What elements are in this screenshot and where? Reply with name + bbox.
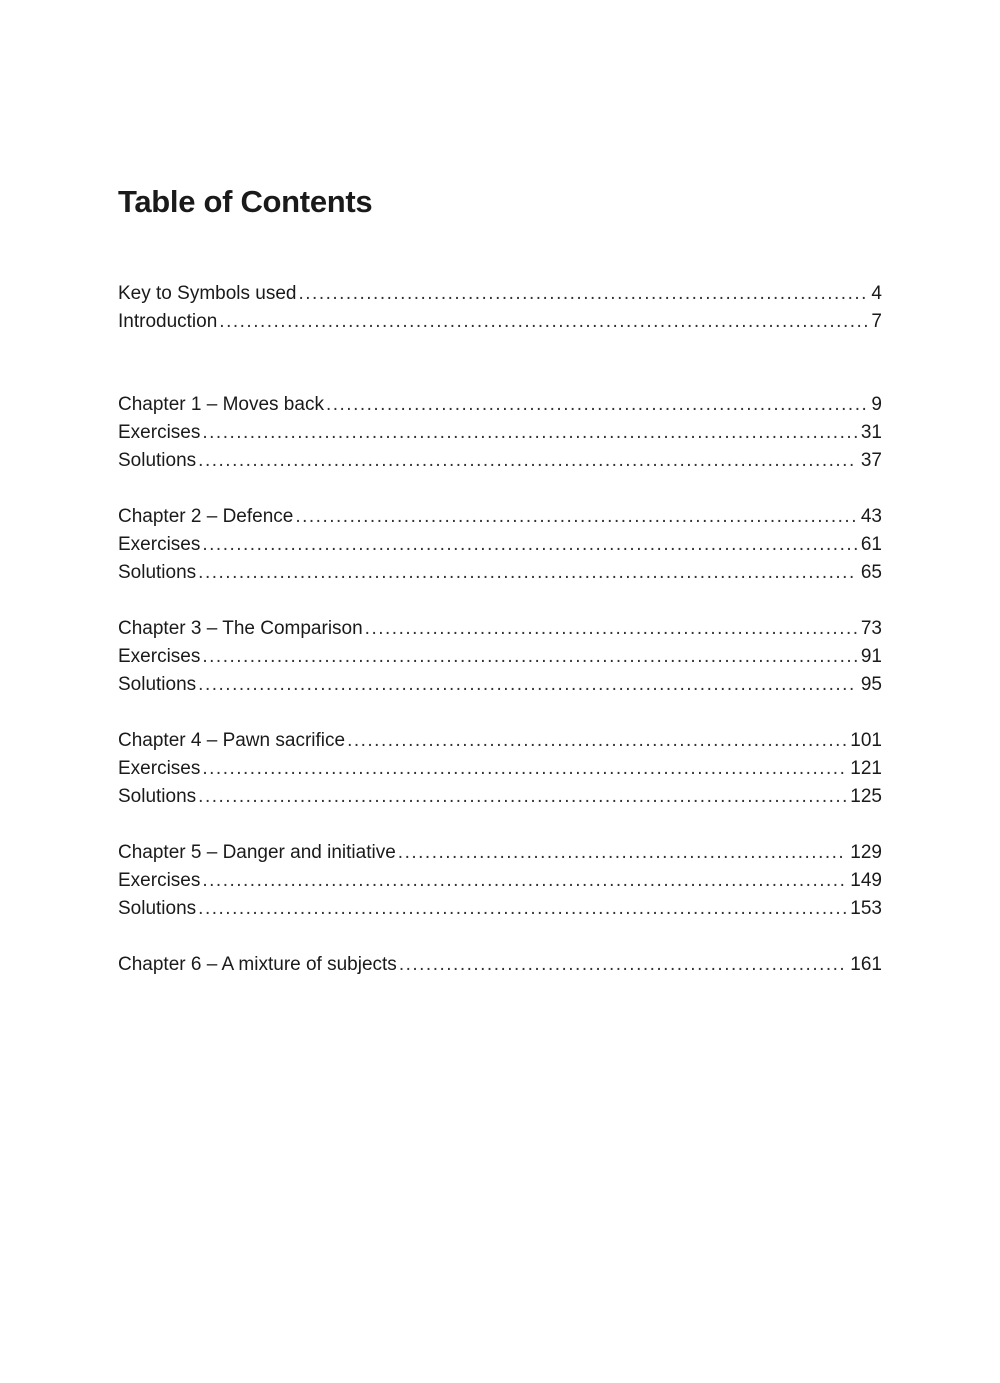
dot-leader [198,783,846,811]
dot-leader [202,867,846,895]
toc-entry-page: 153 [850,898,882,919]
toc-entry-page: 149 [850,870,882,891]
dot-leader [298,280,867,308]
toc-entry-label: Exercises [118,534,201,555]
table-of-contents [118,280,882,979]
toc-entry[interactable] [118,755,882,783]
dot-leader [295,503,857,531]
toc-entry-page: 161 [850,954,882,975]
toc-entry-chapter[interactable] [118,839,882,867]
dot-leader [347,727,846,755]
toc-entry-label: Introduction [118,311,218,332]
toc-entry[interactable] [118,867,882,895]
toc-entry-page: 37 [860,450,882,471]
toc-entry[interactable] [118,559,882,587]
toc-entry-label: Solutions [118,786,197,807]
dot-leader [398,839,847,867]
toc-entry[interactable] [118,308,882,336]
toc-entry-chapter[interactable] [118,503,882,531]
section-spacer [118,587,882,615]
toc-entry-page: 95 [860,674,882,695]
dot-leader [202,419,857,447]
page-title: Table of Contents [118,184,373,219]
toc-entry-label: Exercises [118,422,201,443]
toc-entry[interactable] [118,671,882,699]
toc-entry-label: Solutions [118,898,197,919]
dot-leader [198,895,846,923]
toc-entry-page: 101 [850,730,882,751]
toc-entry-label: Chapter 1 – Moves back [118,394,324,415]
toc-entry-page: 31 [860,422,882,443]
toc-entry-page: 73 [860,618,882,639]
toc-entry-label: Chapter 2 – Defence [118,506,294,527]
toc-entry[interactable] [118,419,882,447]
toc-entry-page: 125 [850,786,882,807]
toc-entry-label: Solutions [118,450,197,471]
toc-entry-page: 129 [850,842,882,863]
section-spacer [118,923,882,951]
toc-entry-label: Chapter 6 – A mixture of subjects [118,954,397,975]
toc-entry-label: Exercises [118,646,201,667]
toc-entry[interactable] [118,280,882,308]
section-spacer [118,336,882,391]
dot-leader [399,951,846,979]
toc-entry-label: Key to Symbols used [118,283,297,304]
toc-entry-page: 4 [871,283,882,304]
toc-entry-label: Exercises [118,870,201,891]
toc-entry[interactable] [118,447,882,475]
toc-entry-page: 61 [860,534,882,555]
toc-entry[interactable] [118,783,882,811]
section-spacer [118,475,882,503]
dot-leader [202,531,857,559]
section-spacer [118,811,882,839]
toc-entry-page: 121 [850,758,882,779]
toc-entry-chapter[interactable] [118,727,882,755]
toc-entry-label: Solutions [118,562,197,583]
toc-entry[interactable] [118,895,882,923]
dot-leader [202,643,857,671]
toc-entry-label: Chapter 4 – Pawn sacrifice [118,730,346,751]
toc-entry-chapter[interactable] [118,615,882,643]
toc-entry-label: Exercises [118,758,201,779]
toc-entry-label: Solutions [118,674,197,695]
toc-entry-chapter[interactable] [118,391,882,419]
dot-leader [198,671,857,699]
dot-leader [202,755,846,783]
toc-entry[interactable] [118,531,882,559]
dot-leader [198,559,857,587]
toc-entry-page: 65 [860,562,882,583]
toc-entry[interactable] [118,643,882,671]
section-spacer [118,699,882,727]
toc-entry-page: 9 [871,394,882,415]
dot-leader [219,308,867,336]
toc-entry-page: 91 [860,646,882,667]
toc-entry-page: 7 [871,311,882,332]
toc-entry-page: 43 [860,506,882,527]
toc-entry-label: Chapter 5 – Danger and initiative [118,842,396,863]
dot-leader [365,615,857,643]
dot-leader [198,447,857,475]
toc-entry-label: Chapter 3 – The Comparison [118,618,363,639]
toc-entry-chapter[interactable] [118,951,882,979]
dot-leader [326,391,867,419]
